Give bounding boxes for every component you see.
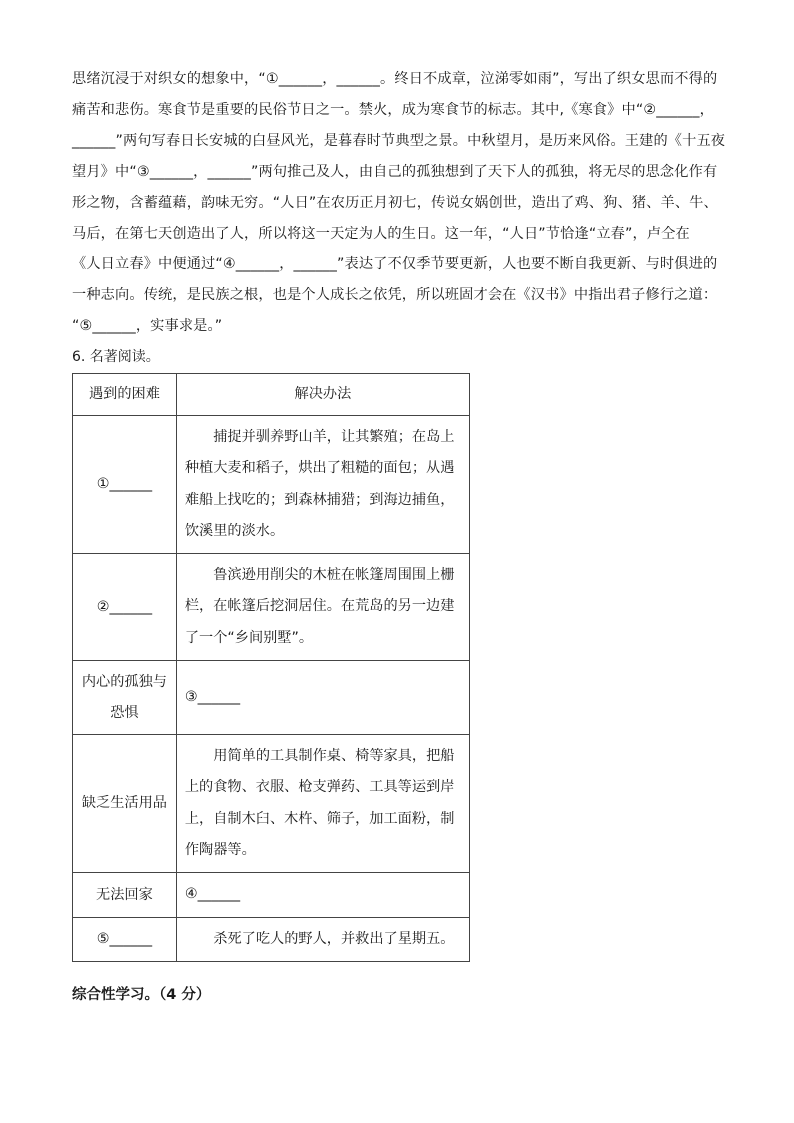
passage-line: 形之物，含蓄蕴藉，韵味无穷。“人日”在农历正月初七，传说女娲创世，造出了鸡、狗、猪、羊、牛、 bbox=[72, 194, 718, 211]
difficulty-cell: ①______ bbox=[73, 416, 177, 554]
solution-text: 用简单的工具制作桌、椅等家具，把船上的食物、衣服、枪支弹药、工具等运到岸上，自制木臼、木杵、筛子，加工面粉，制作陶器等。 bbox=[184, 748, 455, 858]
solution-cell bbox=[176, 416, 469, 554]
passage-line: ______”两句写春日长安城的白昼风光，是暮春时节典型之景。中秋望月，是历来风俗。王建的《十五夜 bbox=[72, 132, 726, 149]
solution-text: ③______ bbox=[184, 688, 241, 705]
table-row bbox=[73, 917, 470, 961]
header-solution: 解决办法 bbox=[176, 374, 469, 416]
difficulty-cell: 无法回家 bbox=[73, 873, 177, 917]
solution-cell bbox=[176, 735, 469, 873]
header-difficulty: 遇到的困难 bbox=[73, 374, 177, 416]
passage-line: 一种志向。传统，是民族之根，也是个人成长之依凭，所以班固才会在《汉书》中指出君子修行之道： bbox=[72, 287, 718, 304]
table-header-row bbox=[73, 374, 470, 416]
solution-cell bbox=[176, 917, 469, 961]
table-row bbox=[73, 735, 470, 873]
difficulty-cell: ⑤______ bbox=[73, 917, 177, 961]
difficulty-cell: ②______ bbox=[73, 554, 177, 661]
solution-text: 捕捉并驯养野山羊，让其繁殖；在岛上种植大麦和稻子，烘出了粗糙的面包；从遇难船上找吃的；到森林捕猎；到海边捕鱼，饮溪里的淡水。 bbox=[184, 429, 455, 539]
passage-line: “⑤______，实事求是。” bbox=[72, 318, 223, 335]
passage-line: 《人日立春》中便通过“④______，______”表达了不仅季节要更新，人也要不断自我更新、与时俱进的 bbox=[72, 256, 718, 273]
question-6-title: 6. 名著阅读。 bbox=[72, 349, 160, 365]
table-row bbox=[73, 416, 470, 554]
table-row bbox=[73, 554, 470, 661]
solution-text: 鲁滨逊用削尖的木桩在帐篷周围围上栅栏，在帐篷后挖洞居住。在荒岛的另一边建了一个“乡间别墅”。 bbox=[184, 567, 455, 646]
difficulty-cell: 内心的孤独与恐惧 bbox=[73, 661, 177, 735]
passage-paragraph bbox=[72, 64, 726, 342]
passage-line: 马后，在第七天创造出了人，所以将这一天定为人的生日。这一年，“人日”节恰逢“立春”，卢仝在 bbox=[72, 225, 690, 242]
solution-cell bbox=[176, 554, 469, 661]
solution-cell bbox=[176, 873, 469, 917]
table-row bbox=[73, 873, 470, 917]
solution-text: 杀死了吃人的野人，并救出了星期五。 bbox=[213, 930, 455, 947]
solution-cell bbox=[176, 661, 469, 735]
passage-line: 思绪沉浸于对织女的想象中，“①______，______。终日不成章，泣涕零如雨”，写出了织女思而不得的 bbox=[72, 71, 718, 87]
difficulty-cell: 缺乏生活用品 bbox=[73, 735, 177, 873]
reading-table bbox=[72, 373, 470, 962]
passage-line: 望月》中“③______，______”两句推己及人，由自己的孤独想到了天下人的孤独，将无尽的思念化作有 bbox=[72, 163, 718, 180]
solution-text: ④______ bbox=[184, 886, 241, 903]
section-title: 综合性学习。（4 分） bbox=[72, 987, 211, 1003]
passage-line: 痛苦和悲伤。寒食节是重要的民俗节日之一。禁火，成为寒食节的标志。其中,《寒食》中“②______， bbox=[72, 101, 714, 118]
table-row bbox=[73, 661, 470, 735]
